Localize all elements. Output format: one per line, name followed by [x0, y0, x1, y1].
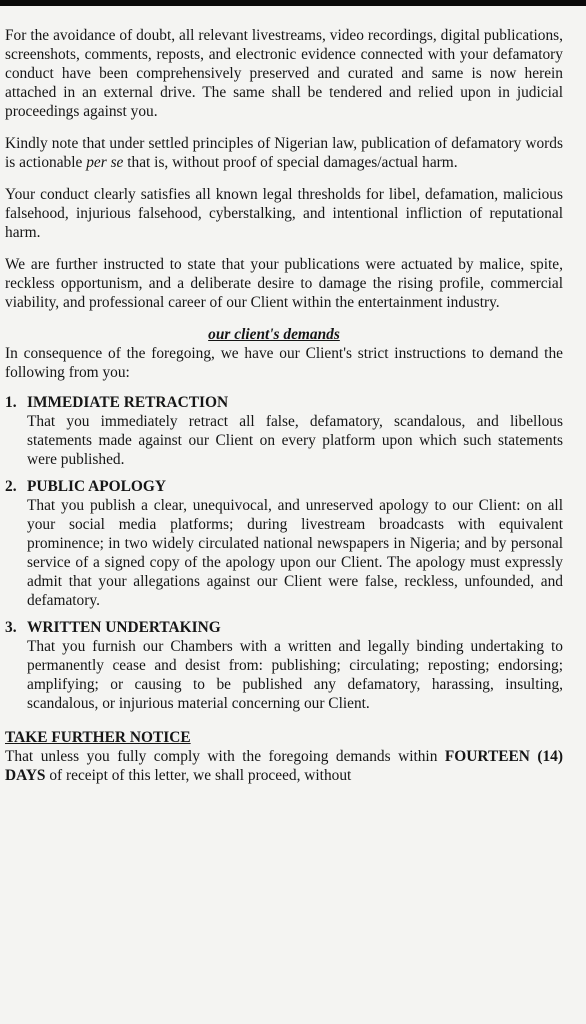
demand-item-undertaking [5, 618, 563, 713]
demand-title: WRITTEN UNDERTAKING [27, 619, 221, 636]
letter-body [5, 26, 563, 785]
further-notice-heading: TAKE FURTHER NOTICE [5, 729, 191, 746]
paragraph-evidence: For the avoidance of doubt, all relevant livestreams, video recordings, digital publications, screenshots, comments, reposts, and electronic evidence connected with your defamatory conduct have been comprehensively preserved and curated and same is now herein attached in an external drive. The same shall be tendered and relied upon in judicial proceedings against you. [5, 27, 563, 120]
demand-title: PUBLIC APOLOGY [27, 478, 166, 495]
paragraph-malice: We are further instructed to state that your publications were actuated by malice, spite, reckless opportunism, and a deliberate desire to damage the rising profile, commercial viability, and professional career of our Client within the entertainment industry. [5, 256, 563, 311]
demands-list [5, 393, 563, 713]
demand-item-retraction [5, 393, 563, 469]
notice-text-start: That unless you fully comply with the foregoing demands within [5, 748, 445, 765]
demand-item-apology [5, 477, 563, 610]
demand-title: IMMEDIATE RETRACTION [27, 394, 229, 411]
letter-page [0, 6, 586, 1024]
demands-heading: our client's demands [208, 326, 340, 343]
notice-text-end: of receipt of this letter, we shall proceed, without [45, 767, 352, 784]
demand-number: 1. [5, 394, 17, 411]
paragraph-actionable-per-se [5, 134, 563, 172]
demand-body: That you publish a clear, unequivocal, and unreserved apology to our Client: on all your social media platforms; during livestream broadcasts with equivalent prominence; in two widely circulated national newspapers in Nigeria; and by personal service of a signed copy of the apology upon our Client. The apology must expressly admit that your allegations against our Client were false, reckless, unfounded, and defamatory. [27, 497, 563, 609]
demand-body: That you furnish our Chambers with a written and legally binding undertaking to permanently cease and desist from: publishing; circulating; reposting; endorsing; amplifying; or causing to be published any defamatory, harassing, insulting, scandalous, or injurious material concerning our Client. [27, 638, 563, 712]
notice-deadline: FOURTEEN (14) DAYS [5, 748, 564, 784]
further-notice-text [5, 747, 563, 785]
p2-text-start: Kindly note that under settled principles of Nigerian law, publication of defamatory words is actionable [5, 135, 563, 171]
demand-body: That you immediately retract all false, defamatory, scandalous, and libellous statements made against our Client on every platform upon which such statements were published. [27, 413, 563, 468]
paragraph-legal-thresholds: Your conduct clearly satisfies all known legal thresholds for libel, defamation, malicious falsehood, injurious falsehood, cyberstalking, and intentional infliction of reputational harm. [5, 186, 563, 241]
demand-number: 2. [5, 478, 17, 495]
demand-number: 3. [5, 619, 17, 636]
p2-text-end: that is, without proof of special damages/actual harm. [123, 154, 458, 171]
demands-intro: In consequence of the foregoing, we have our Client's strict instructions to demand the following from you: [5, 345, 563, 381]
p2-italic-per-se: per se [86, 154, 124, 171]
